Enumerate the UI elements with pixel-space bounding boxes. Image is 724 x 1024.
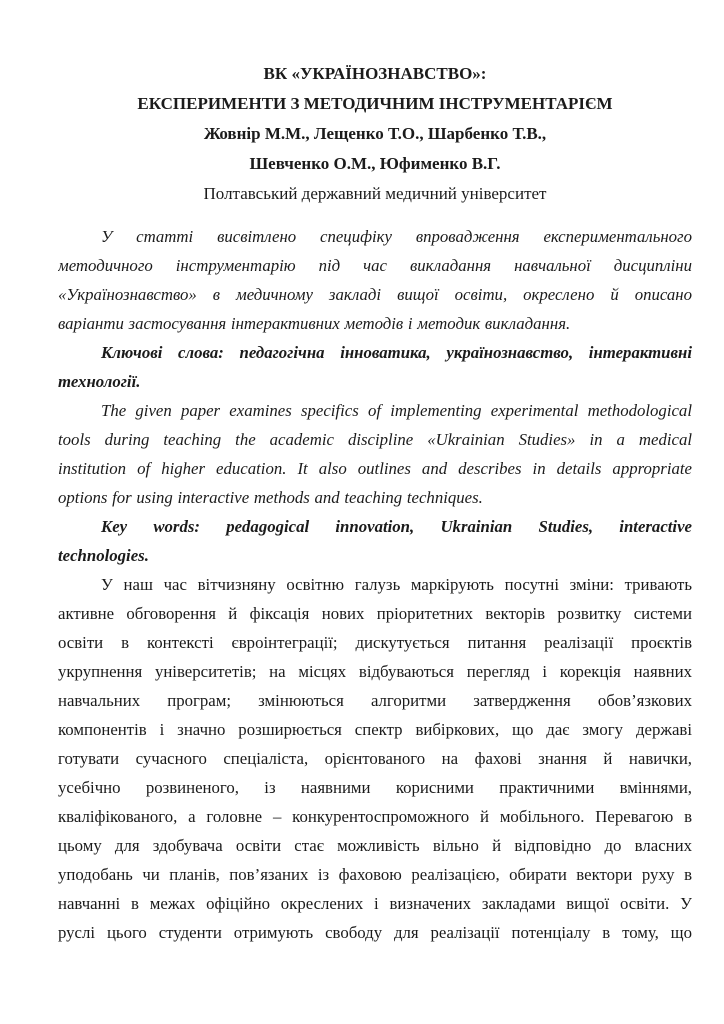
body-line: навчанні в межах офіційно окреслених і визначених закладами вищої освіти. У	[58, 894, 692, 913]
body-line: кваліфікованого, а головне – конкурентоспроможного й мобільного. Перевагою в	[58, 807, 692, 826]
abstract-en-line: institution of higher education. It also outlines and describes in details appropriate	[58, 459, 692, 478]
keywords-uk-line: технології.	[58, 372, 141, 391]
body-line: готувати сучасного спеціаліста, орієнтованого на фахові знання й навички,	[58, 749, 692, 768]
abstract-uk-line: «Українознавство» в медичному закладі вищої освіти, окреслено й описано	[58, 285, 692, 304]
abstract-en-line: options for using interactive methods and teaching techniques.	[58, 488, 483, 507]
body-line: уподобань чи планів, пов’язаних із фаховою реалізацією, обирати вектори руху в	[58, 865, 692, 884]
body-line: руслі цього студенти отримують свободу для реалізації потенціалу в тому, що	[58, 923, 692, 942]
authors-line-1: Жовнір М.М., Лещенко Т.О., Шарбенко Т.В.,	[203, 124, 547, 143]
affiliation: Полтавський державний медичний університет	[203, 184, 547, 203]
abstract-uk-line: варіанти застосування інтерактивних методів і методик викладання.	[58, 314, 571, 333]
body-line: активне обговорення й фіксація нових пріоритетних векторів розвитку системи	[58, 604, 692, 623]
abstract-uk-line: У статті висвітлено специфіку впровадження експериментального	[101, 227, 692, 246]
keywords-uk-line: Ключові слова: педагогічна інноватика, українознавство, інтерактивні	[101, 343, 692, 362]
body-line: укрупнення університетів; на місцях відбуваються перегляд і корекція наявних	[58, 662, 692, 681]
abstract-english	[58, 396, 692, 512]
article-title-line-2: ЕКСПЕРИМЕНТИ З МЕТОДИЧНИМ ІНСТРУМЕНТАРІЄМ	[137, 94, 613, 113]
keywords-english	[58, 512, 692, 570]
abstract-en-line: tools during teaching the academic discipline «Ukrainian Studies» in a medical	[58, 430, 692, 449]
article-header	[58, 59, 692, 209]
keywords-ukrainian	[58, 338, 692, 396]
keywords-en-line: Key words: pedagogical innovation, Ukrainian Studies, interactive	[101, 517, 692, 536]
body-line: компонентів і значно розширюється спектр вибіркових, що дає змогу державі	[58, 720, 692, 739]
abstract-en-line: The given paper examines specifics of implementing experimental methodological	[101, 401, 692, 420]
body-line: навчальних програм; змінюються алгоритми затвердження обов’язкових	[58, 691, 692, 710]
abstract-uk-line: методичного інструментарію під час викладання навчальної дисципліни	[58, 256, 692, 275]
body-line: У наш час вітчизняну освітню галузь маркірують посутні зміни: тривають	[101, 575, 692, 594]
body-line: цьому для здобувача освіти стає можливість вільно й відповідно до власних	[58, 836, 692, 855]
body-paragraph	[58, 570, 692, 947]
body-line: усебічно розвиненого, із наявними корисними практичними вміннями,	[58, 778, 692, 797]
article-text	[58, 222, 692, 947]
keywords-en-line: technologies.	[58, 546, 149, 565]
body-line: освіти в контексті євроінтеграції; дискутується питання реалізації проєктів	[58, 633, 692, 652]
article-title-line-1: ВК «УКРАЇНОЗНАВСТВО»:	[263, 64, 487, 83]
authors-line-2: Шевченко О.М., Юфименко В.Г.	[249, 154, 501, 173]
abstract-ukrainian	[58, 222, 692, 338]
